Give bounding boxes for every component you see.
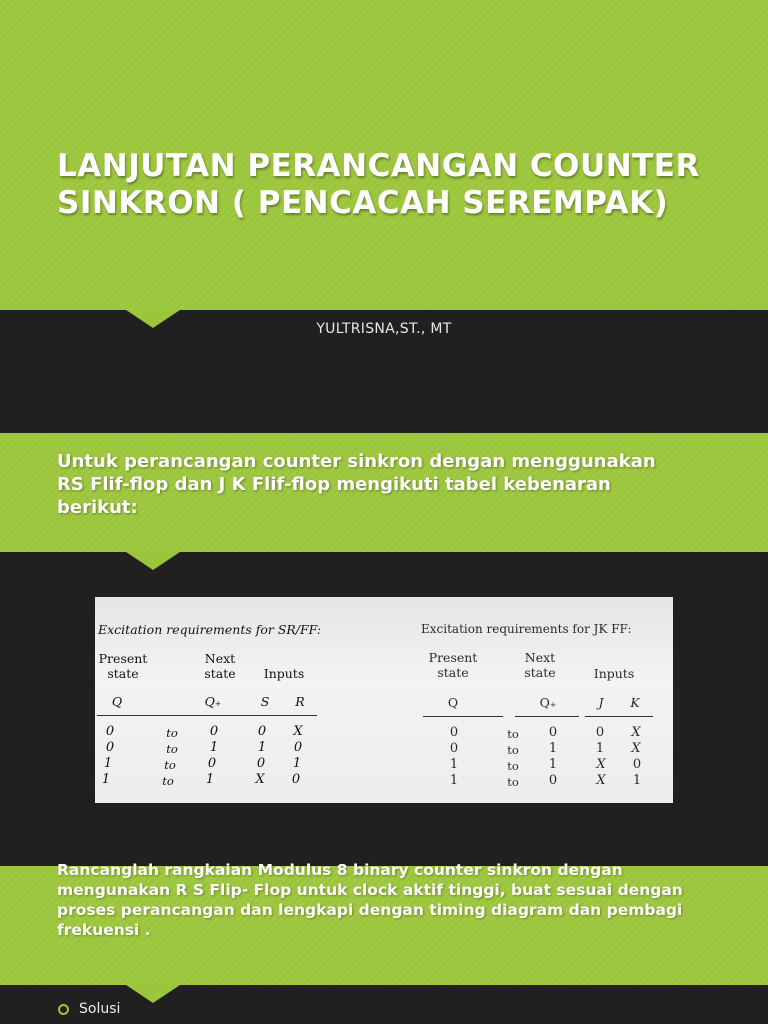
sr-present-state-header: Present state	[98, 651, 148, 681]
jk-next-state-header: Next state	[524, 650, 556, 680]
sr-header-rule	[97, 715, 317, 716]
slide-title-line-2: SINKRON ( PENCACAH SEREMPAK)	[57, 185, 669, 221]
jk-header-rule	[515, 716, 579, 717]
jk-header-rule	[423, 716, 503, 717]
intro-line-3: berikut:	[57, 497, 138, 518]
intro-text	[57, 450, 737, 519]
intro-slide-notch	[126, 552, 180, 570]
task-text	[57, 860, 737, 944]
jk-header-rule	[585, 716, 653, 717]
slide-title	[57, 148, 737, 222]
sr-col-q: Q	[111, 694, 123, 709]
task-line-4: frekuensi .	[57, 921, 151, 939]
circle-bullet-icon	[58, 1004, 69, 1015]
task-line-3: proses perancangan dan lengkapi dengan timing diagram dan pembagi	[57, 901, 683, 919]
jk-present-state-header: Present state	[428, 650, 478, 680]
sr-table-caption: Excitation requirements for SR/FF:	[98, 622, 322, 637]
jk-inputs-header: Inputs	[593, 666, 635, 681]
task-line-2: mengunakan R S Flip- Flop untuk clock aktif tinggi, buat sesuai dengan	[57, 881, 683, 899]
sr-col-s: S	[260, 694, 270, 709]
sr-inputs-header: Inputs	[263, 666, 305, 681]
task-line-1: Rancanglah rangkaian Modulus 8 binary counter sinkron dengan	[57, 861, 623, 879]
sr-next-state-header: Next state	[204, 651, 236, 681]
task-slide-notch	[126, 985, 180, 1003]
jk-col-j: J	[598, 695, 604, 710]
jk-table-caption: Excitation requirements for JK FF:	[421, 622, 632, 636]
jk-col-k: K	[630, 695, 640, 710]
sr-col-r: R	[295, 694, 305, 709]
jk-col-q: Q	[447, 695, 459, 710]
author-name: YULTRISNA,ST., MT	[316, 321, 452, 337]
intro-line-2: RS Flif-flop dan J K Flif-flop mengikuti tabel kebenaran	[57, 474, 611, 495]
sr-col-qplus: Q₊	[204, 694, 222, 709]
intro-line-1: Untuk perancangan counter sinkron dengan menggunakan	[57, 451, 656, 472]
slide-title-line-1: LANJUTAN PERANCANGAN COUNTER	[57, 148, 700, 184]
jk-col-qplus: Q₊	[539, 695, 557, 710]
solusi-bullet-text: Solusi	[79, 1001, 121, 1017]
excitation-table-photo: Excitation requirements for SR/FF: Present state Next state Inputs Q Q₊ S R 0 to 0 0 X 0 to 1 1 0 1 to 0 0 1 1 to 1 X 0 Excitation requirements for JK FF: Present state Next state Inputs Q Q₊ J K 0 to 0 0 X 0 to 1 1 X 1 to 1 X 0 1 to 0 X 1	[95, 597, 673, 803]
